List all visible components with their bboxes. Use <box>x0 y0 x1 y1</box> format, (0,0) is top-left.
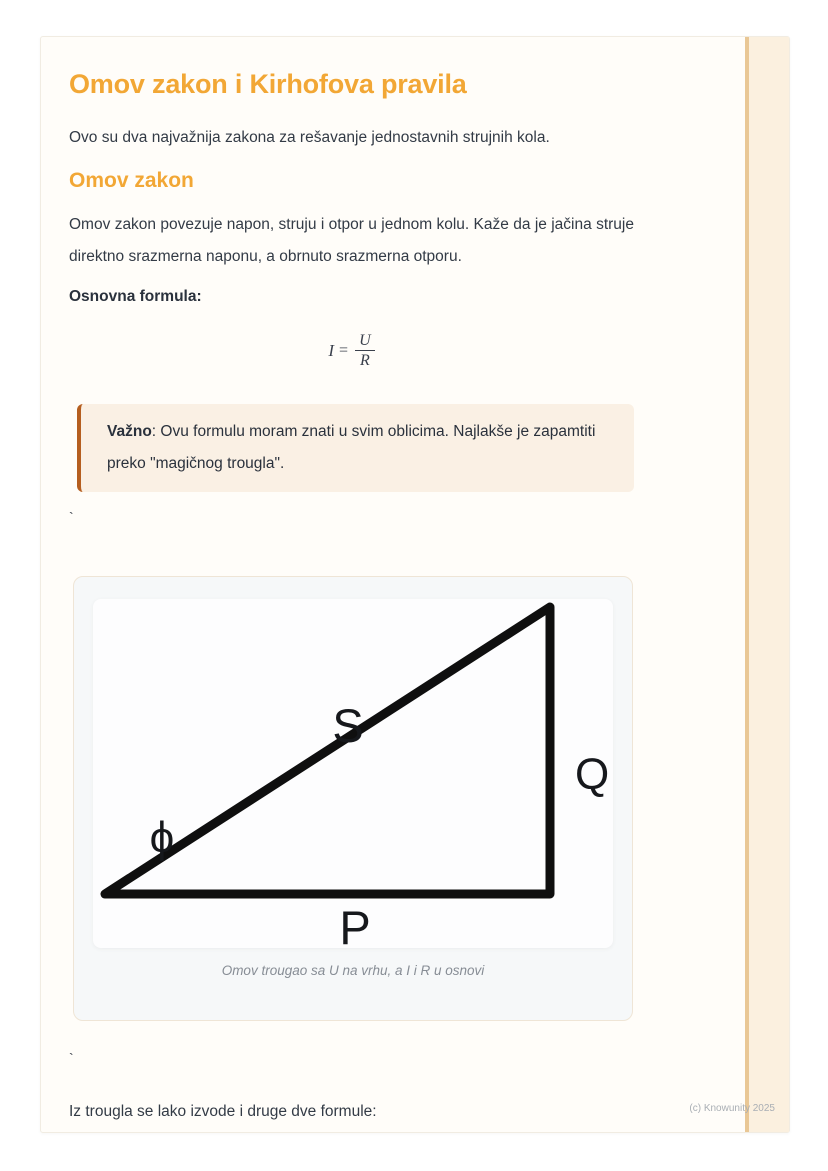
formula-equals: = <box>339 341 349 359</box>
label-vertical-side: Q <box>575 750 610 799</box>
power-triangle-diagram <box>93 599 613 948</box>
closing-paragraph: Iz trougla se lako izvode i druge dve formule: <box>69 1103 377 1120</box>
triangle-figure-image <box>93 599 613 948</box>
label-hypotenuse: S <box>332 699 364 752</box>
intro-paragraph: Ovo su dva najvažnija zakona za rešavanje jednostavnih strujnih kola. <box>69 129 550 146</box>
figure-caption: Omov trougao sa U na vrhu, a I i R u osnovi <box>221 963 485 978</box>
page-title: Omov zakon i Kirhofova pravila <box>69 69 467 99</box>
callout-label: Važno <box>107 423 152 440</box>
label-base: P <box>339 901 371 948</box>
important-callout <box>77 404 634 492</box>
page-spine-strip <box>745 37 789 1132</box>
formula-numerator: U <box>359 332 371 349</box>
section-paragraph: Omov zakon povezuje napon, struju i otpor u jednom kolu. Kaže da je jačina struje direktno srazmerna naponu, a obrnuto srazmerna otporu. <box>69 216 634 265</box>
formula-denominator: R <box>359 352 370 369</box>
figure-card <box>73 576 633 1021</box>
stray-backtick-1: ` <box>69 509 74 525</box>
watermark: (c) Knowunity 2025 <box>689 1103 775 1114</box>
stray-backtick-2: ` <box>69 1050 74 1066</box>
formula-lhs: I <box>328 340 335 360</box>
label-angle-phi: ϕ <box>149 813 175 862</box>
callout-text: : Ovu formulu moram znati u svim oblicima. Najlakše je zapamtiti preko "magičnog trougla". <box>107 423 596 472</box>
document-page <box>40 36 790 1133</box>
section-heading: Omov zakon <box>69 169 194 192</box>
formula-ohms-law <box>69 331 634 370</box>
formula-lead: Osnovna formula: <box>69 288 202 305</box>
formula-fraction <box>355 331 375 370</box>
